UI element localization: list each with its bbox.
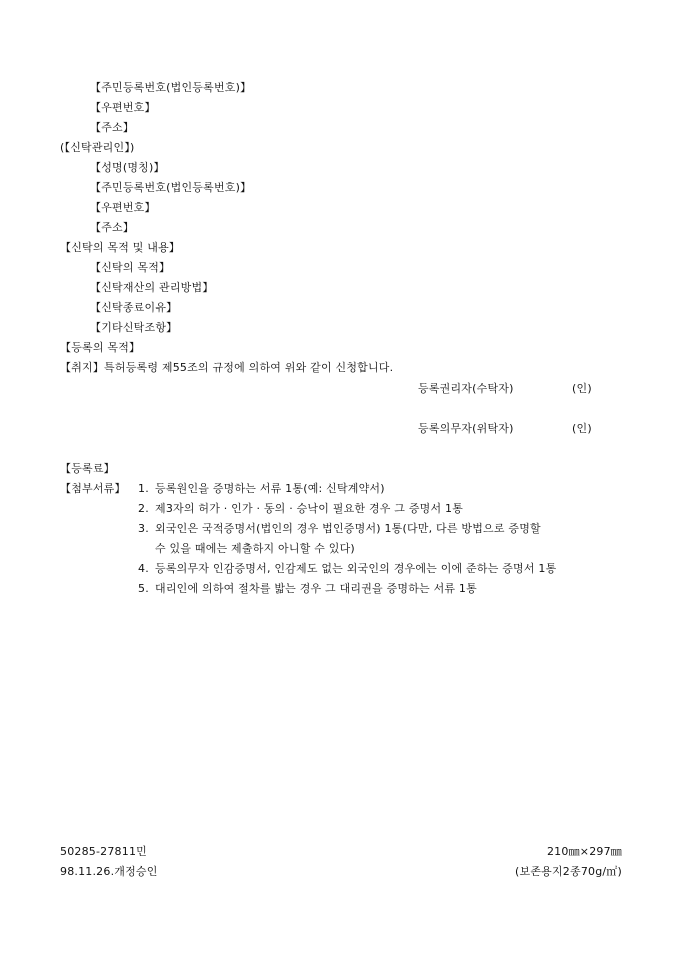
- attachments-label: 【첨부서류】: [60, 482, 126, 495]
- paper-size: 210㎜×297㎜: [546, 845, 622, 858]
- approval-date: 98.11.26.개정승인: [60, 865, 158, 878]
- trust-manager-heading: (【신탁관리인】): [60, 141, 135, 154]
- attachment-number: 1.: [138, 482, 149, 495]
- trust-manager-postal-code: 【우편번호】: [90, 201, 156, 214]
- form-code: 50285-27811민: [60, 845, 147, 858]
- attachment-item: 외국인은 국적증명서(법인의 경우 법인증명서) 1통(다만, 다른 방법으로 증명할: [155, 522, 541, 535]
- signer-role-obligor: 등록의무자(위탁자): [418, 422, 514, 435]
- field-postal-code: 【우편번호】: [90, 101, 156, 114]
- trust-purpose-heading: 【신탁의 목적 및 내용】: [60, 241, 181, 254]
- attachment-number: 4.: [138, 562, 149, 575]
- intent-statement: 【취지】특허등록령 제55조의 규정에 의하여 위와 같이 신청합니다.: [60, 361, 394, 374]
- attachment-item: 대리인에 의하여 절차를 밟는 경우 그 대리권을 증명하는 서류 1통: [155, 582, 477, 595]
- attachment-item: 등록원인을 증명하는 서류 1통(예: 신탁계약서): [155, 482, 385, 495]
- registration-fee-label: 【등록료】: [60, 462, 115, 475]
- attachment-item: 제3자의 허가 · 인가 · 동의 · 승낙이 필요한 경우 그 증명서 1통: [155, 502, 464, 515]
- field-address: 【주소】: [90, 121, 135, 134]
- attachment-number: 2.: [138, 502, 149, 515]
- trust-termination-field: 【신탁종료이유】: [90, 301, 178, 314]
- registration-purpose-heading: 【등록의 목적】: [60, 341, 141, 354]
- signer-seal-obligor: (인): [572, 422, 592, 435]
- signer-role-rightholder: 등록권리자(수탁자): [418, 382, 514, 395]
- attachment-number: 5.: [138, 582, 149, 595]
- trust-other-clauses-field: 【기타신탁조항】: [90, 321, 178, 334]
- trust-purpose-field: 【신탁의 목적】: [90, 261, 171, 274]
- trust-manager-name: 【성명(명칭)】: [90, 161, 165, 174]
- attachment-item: 등록의무자 인감증명서, 인감제도 없는 외국인의 경우에는 이에 준하는 증명서 1통: [155, 562, 557, 575]
- attachment-item-continuation: 수 있을 때에는 제출하지 아니할 수 있다): [155, 542, 355, 555]
- paper-type: (보존용지2종70g/㎡): [515, 865, 622, 878]
- attachment-number: 3.: [138, 522, 149, 535]
- field-resident-number: 【주민등록번호(법인등록번호)】: [90, 81, 252, 94]
- trust-management-method-field: 【신탁재산의 관리방법】: [90, 281, 214, 294]
- signer-seal-rightholder: (인): [572, 382, 592, 395]
- trust-manager-resident-number: 【주민등록번호(법인등록번호)】: [90, 181, 252, 194]
- trust-manager-address: 【주소】: [90, 221, 135, 234]
